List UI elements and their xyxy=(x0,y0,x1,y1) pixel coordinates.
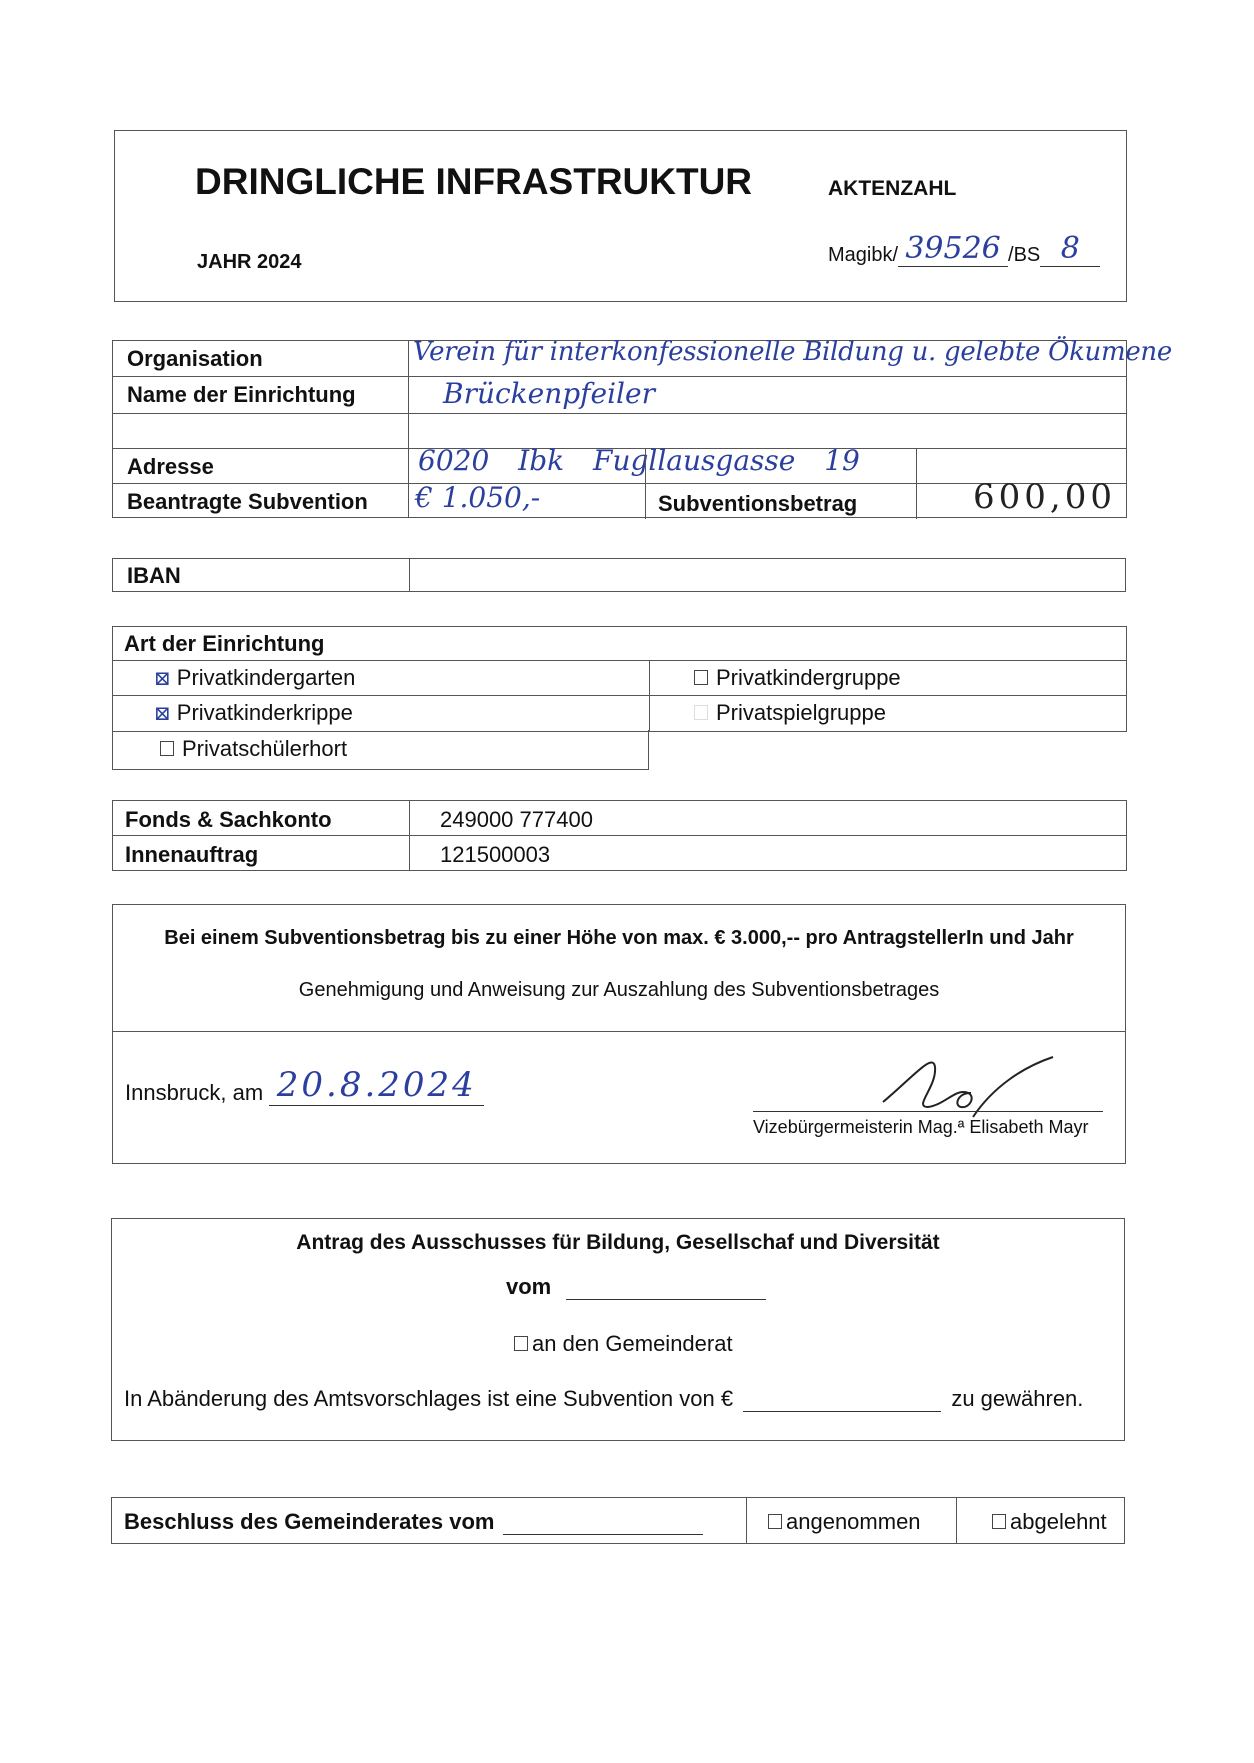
amount-input[interactable] xyxy=(743,1391,941,1412)
place-label: Innsbruck, am xyxy=(125,1080,264,1105)
beschluss-label: Beschluss des Gemeinderates vom xyxy=(124,1509,495,1534)
approval-line1: Bei einem Subventionsbetrag bis zu einer Höhe von max. € 3.000,-- pro AntragstellerIn und Jahr xyxy=(164,927,1074,949)
angenommen-label: angenommen xyxy=(786,1509,921,1534)
page-title: DRINGLICHE INFRASTRUKTUR xyxy=(195,161,753,202)
date-value: 20.8.2024 xyxy=(276,1065,477,1105)
einrichtung-label: Name der Einrichtung xyxy=(127,382,356,407)
signatory-name: Vizebürgermeisterin Mag.ª Elisabeth Mayr xyxy=(753,1117,1089,1137)
vom-label: vom xyxy=(506,1274,552,1299)
organisation-label: Organisation xyxy=(127,346,263,371)
fonds-label: Fonds & Sachkonto xyxy=(125,807,332,832)
bs-label: /BS xyxy=(1008,244,1041,266)
adresse-label: Adresse xyxy=(127,454,214,479)
abgelehnt-checkbox[interactable] xyxy=(992,1509,1107,1535)
gewaehren-text: zu gewähren. xyxy=(951,1386,1084,1411)
checkbox-icon xyxy=(514,1336,528,1351)
aktenzahl-label: AKTENZAHL xyxy=(828,177,957,200)
checkbox-privatspielgruppe[interactable] xyxy=(694,700,886,726)
art-title: Art der Einrichtung xyxy=(124,631,325,656)
option-label: Privatspielgruppe xyxy=(716,700,886,725)
iban-value[interactable] xyxy=(423,563,1113,587)
year-label: JAHR 2024 xyxy=(197,251,302,273)
subvention-label: Beantragte Subvention xyxy=(127,489,368,514)
beschluss-row xyxy=(111,1497,1125,1544)
iban-label: IBAN xyxy=(127,563,181,588)
gemeinderat-checkbox[interactable] xyxy=(514,1331,733,1357)
approval-line2: Genehmigung und Anweisung zur Auszahlung des Subventionsbetrages xyxy=(298,979,940,1001)
iban-row xyxy=(112,558,1126,592)
fonds-value: 249000 777400 xyxy=(440,807,593,832)
antrag-box xyxy=(111,1218,1125,1441)
fonds-table xyxy=(112,800,1127,871)
option-label: Privatschülerhort xyxy=(182,736,348,761)
subventionsbetrag-label: Subventionsbetrag xyxy=(658,491,858,516)
option-label: Privatkindergruppe xyxy=(716,665,901,690)
option-label: Privatkinderkrippe xyxy=(176,700,353,725)
checkbox-icon xyxy=(160,741,174,756)
vom-field[interactable] xyxy=(506,1274,766,1300)
beschluss-field[interactable] xyxy=(124,1509,703,1535)
checkbox-privatkindergruppe[interactable] xyxy=(694,665,901,691)
aktenzahl-field[interactable] xyxy=(828,231,1100,267)
angenommen-checkbox[interactable] xyxy=(768,1509,921,1535)
gemeinderat-label: an den Gemeinderat xyxy=(532,1331,733,1356)
option-label: Privatkindergarten xyxy=(176,665,356,690)
organisation-value[interactable]: Verein für interkonfessionelle Bildung u. gelebte Ökumene xyxy=(413,337,1172,367)
checkbox-icon xyxy=(992,1514,1006,1529)
art-section xyxy=(112,626,1127,770)
adresse-value[interactable]: 6020 Ibk Fugllausgasse 19 xyxy=(418,444,860,477)
abaenderung-text: In Abänderung des Amtsvorschlages ist eine Subvention von € xyxy=(124,1386,734,1411)
innenauftrag-label: Innenauftrag xyxy=(125,842,259,867)
einrichtung-value[interactable]: Brückenpfeiler xyxy=(443,377,655,410)
checkbox-privatschuelerhort[interactable] xyxy=(160,736,347,762)
innenauftrag-value: 121500003 xyxy=(440,842,551,867)
organisation-table xyxy=(112,337,1172,518)
checkbox-icon xyxy=(768,1514,782,1529)
date-field[interactable] xyxy=(125,1065,484,1106)
magibk-prefix: Magibk/ xyxy=(828,244,899,266)
header-box xyxy=(114,130,1127,302)
magibk-number: 39526 xyxy=(905,231,1001,266)
abgelehnt-label: abgelehnt xyxy=(1010,1509,1107,1534)
checkbox-icon xyxy=(694,670,708,685)
checkbox-privatkinderkrippe[interactable] xyxy=(154,700,353,726)
checkbox-privatkindergarten[interactable] xyxy=(154,665,355,691)
bs-number: 8 xyxy=(1060,231,1080,266)
subventionsbetrag-value[interactable]: 600,00 xyxy=(973,477,1116,517)
approval-box xyxy=(112,904,1126,1164)
checkbox-icon xyxy=(694,705,708,720)
subvention-value[interactable]: € 1.050,- xyxy=(415,481,541,514)
checkmark-icon: ⊠ xyxy=(154,701,171,725)
antrag-title: Antrag des Ausschusses für Bildung, Gesellschaf und Diversität xyxy=(296,1231,940,1254)
checkmark-icon: ⊠ xyxy=(154,666,171,690)
abaenderung-row xyxy=(124,1386,1083,1412)
